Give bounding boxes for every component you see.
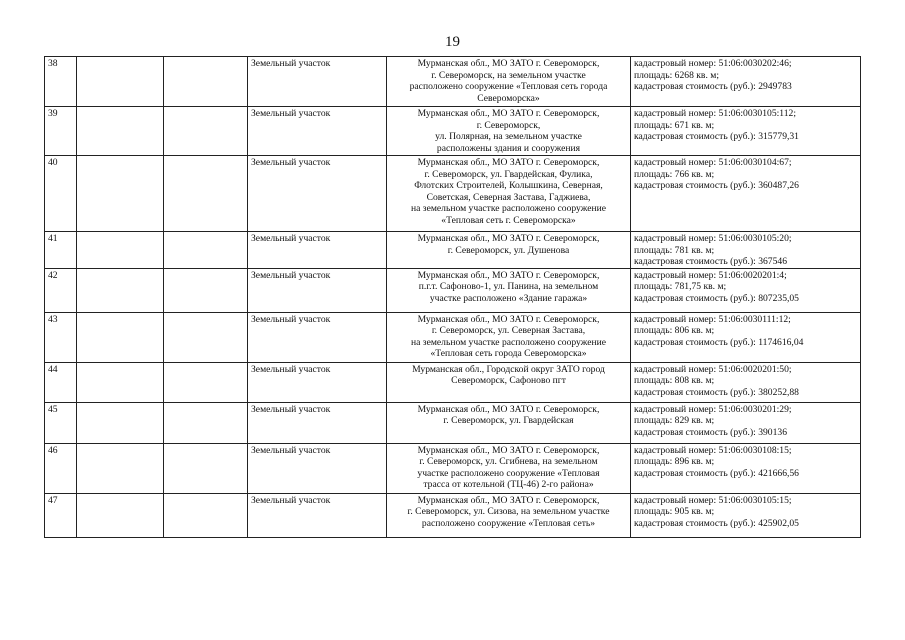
address-line: Мурманская обл., МО ЗАТО г. Североморск, xyxy=(417,58,600,69)
empty-cell xyxy=(77,232,164,269)
address-line: Флотских Строителей, Колышкина, Северная, xyxy=(414,180,603,191)
empty-cell xyxy=(164,443,248,493)
detail-line: кадастровая стоимость (руб.): 1174616,04 xyxy=(634,336,804,348)
object-address xyxy=(387,362,631,402)
row-number: 42 xyxy=(45,268,77,312)
table-row xyxy=(45,232,861,269)
object-type: Земельный участок xyxy=(248,156,387,232)
row-number: 38 xyxy=(45,57,77,107)
table-row xyxy=(45,362,861,402)
address-line: Мурманская обл., МО ЗАТО г. Североморск, xyxy=(417,108,600,119)
address-line: Североморска» xyxy=(477,92,540,104)
address-line: трасса от котельной (ТЦ-46) 2-го района» xyxy=(423,479,594,490)
detail-line: кадастровая стоимость (руб.): 807235,05 xyxy=(634,292,799,304)
detail-line: кадастровая стоимость (руб.): 380252,88 xyxy=(634,386,799,398)
object-type: Земельный участок xyxy=(248,443,387,493)
address-line: г. Североморск, ул. Сизова, на земельном участке xyxy=(407,506,610,517)
object-address xyxy=(387,443,631,493)
empty-cell xyxy=(77,362,164,402)
cadastral-details xyxy=(631,443,861,493)
address-line: участке расположено сооружение «Тепловая xyxy=(417,467,600,479)
row-number: 41 xyxy=(45,232,77,269)
empty-cell xyxy=(164,268,248,312)
address-line: расположено сооружение «Тепловая сеть» xyxy=(421,517,596,529)
table-row xyxy=(45,312,861,362)
property-registry-table xyxy=(44,56,861,538)
empty-cell xyxy=(77,57,164,107)
address-line: г. Североморск, на земельном участке xyxy=(431,69,586,81)
address-line: Мурманская обл., МО ЗАТО г. Североморск, xyxy=(417,494,600,506)
detail-line: кадастровая стоимость (руб.): 367546 xyxy=(634,256,787,267)
empty-cell xyxy=(164,312,248,362)
table-row xyxy=(45,443,861,493)
detail-line: кадастровая стоимость (руб.): 425902,05 xyxy=(634,517,799,529)
address-line: на земельном участке расположено сооружение xyxy=(411,336,606,348)
address-line: г. Североморск, xyxy=(476,119,541,131)
table-row xyxy=(45,156,861,232)
object-type: Земельный участок xyxy=(248,402,387,443)
cadastral-details xyxy=(631,268,861,312)
empty-cell xyxy=(77,493,164,537)
address-line: Мурманская обл., МО ЗАТО г. Североморск, xyxy=(417,313,600,325)
detail-line: площадь: 6268 кв. м; xyxy=(634,69,719,81)
detail-line: площадь: 808 кв. м; xyxy=(634,375,715,386)
detail-line: кадастровый номер: 51:06:0030202:46; xyxy=(634,58,792,69)
address-line: Советская, Северная Застава, Гаджиева, xyxy=(426,191,591,203)
object-type: Земельный участок xyxy=(248,232,387,269)
address-line: Мурманская обл., МО ЗАТО г. Североморск, xyxy=(417,444,600,456)
cadastral-details xyxy=(631,362,861,402)
detail-line: площадь: 896 кв. м; xyxy=(634,456,715,467)
cadastral-details xyxy=(631,312,861,362)
object-type: Земельный участок xyxy=(248,268,387,312)
table-row xyxy=(45,402,861,443)
detail-line: кадастровый номер: 51:06:0030111:12; xyxy=(634,313,791,325)
detail-line: кадастровый номер: 51:06:0030104:67; xyxy=(634,157,792,168)
address-line: участке расположено «Здание гаража» xyxy=(429,292,588,304)
detail-line: площадь: 905 кв. м; xyxy=(634,506,715,517)
detail-line: кадастровый номер: 51:06:0020201:50; xyxy=(634,363,792,375)
object-address xyxy=(387,107,631,156)
cadastral-details xyxy=(631,232,861,269)
address-line: расположено сооружение «Тепловая сеть города xyxy=(409,81,608,92)
cadastral-details xyxy=(631,156,861,232)
address-line: Мурманская обл., МО ЗАТО г. Североморск, xyxy=(417,157,600,168)
address-line: г. Североморск, ул. Душенова xyxy=(447,244,570,256)
table-row xyxy=(45,493,861,537)
empty-cell xyxy=(77,107,164,156)
detail-line: площадь: 781,75 кв. м; xyxy=(634,281,727,292)
detail-line: кадастровый номер: 51:06:0030105:112; xyxy=(634,108,796,119)
detail-line: площадь: 671 кв. м; xyxy=(634,119,715,131)
address-line: Мурманская обл., МО ЗАТО г. Североморск, xyxy=(417,269,600,281)
detail-line: площадь: 781 кв. м; xyxy=(634,244,715,256)
detail-line: площадь: 829 кв. м; xyxy=(634,415,715,426)
object-type: Земельный участок xyxy=(248,57,387,107)
address-line: г. Североморск, ул. Гвардейская xyxy=(443,415,574,426)
detail-line: кадастровая стоимость (руб.): 2949783 xyxy=(634,81,792,92)
object-type: Земельный участок xyxy=(248,493,387,537)
page-number: 19 xyxy=(445,34,460,50)
table-row xyxy=(45,268,861,312)
empty-cell xyxy=(77,312,164,362)
object-address xyxy=(387,312,631,362)
address-line: Мурманская обл., Городской округ ЗАТО город xyxy=(412,363,605,375)
address-line: расположены здания и сооружения xyxy=(436,142,581,154)
empty-cell xyxy=(77,402,164,443)
empty-cell xyxy=(77,443,164,493)
address-line: Мурманская обл., МО ЗАТО г. Североморск, xyxy=(417,403,600,415)
address-line: ул. Полярная, на земельном участке xyxy=(435,131,582,142)
address-line: Североморск, Сафоново пгт xyxy=(451,375,566,386)
row-number: 47 xyxy=(45,493,77,537)
empty-cell xyxy=(164,156,248,232)
detail-line: кадастровый номер: 51:06:0020201:4; xyxy=(634,269,787,281)
empty-cell xyxy=(77,268,164,312)
cadastral-details xyxy=(631,57,861,107)
detail-line: кадастровая стоимость (руб.): 315779,31 xyxy=(634,131,799,142)
row-number: 40 xyxy=(45,156,77,232)
detail-line: кадастровый номер: 51:06:0030105:15; xyxy=(634,494,792,506)
row-number: 45 xyxy=(45,402,77,443)
empty-cell xyxy=(164,232,248,269)
empty-cell xyxy=(164,362,248,402)
table-row xyxy=(45,107,861,156)
object-address xyxy=(387,402,631,443)
address-line: п.г.т. Сафоново-1, ул. Панина, на земельном xyxy=(418,281,599,292)
address-line: г. Североморск, ул. Гвардейская, Фулика, xyxy=(424,168,593,180)
empty-cell xyxy=(164,57,248,107)
empty-cell xyxy=(164,107,248,156)
cadastral-details xyxy=(631,107,861,156)
row-number: 43 xyxy=(45,312,77,362)
row-number: 44 xyxy=(45,362,77,402)
registry-body xyxy=(45,57,861,538)
address-line: «Тепловая сеть г. Североморска» xyxy=(441,214,576,226)
detail-line: кадастровая стоимость (руб.): 390136 xyxy=(634,426,787,438)
object-type: Земельный участок xyxy=(248,312,387,362)
detail-line: кадастровый номер: 51:06:0030105:20; xyxy=(634,233,792,244)
address-line: «Тепловая сеть города Североморска» xyxy=(430,348,587,359)
row-number: 39 xyxy=(45,107,77,156)
empty-cell xyxy=(164,402,248,443)
detail-line: площадь: 806 кв. м; xyxy=(634,325,715,336)
empty-cell xyxy=(77,156,164,232)
object-address xyxy=(387,493,631,537)
object-type: Земельный участок xyxy=(248,107,387,156)
address-line: г. Североморск, ул. Сгибнева, на земельном xyxy=(419,456,598,467)
detail-line: площадь: 766 кв. м; xyxy=(634,168,715,180)
address-line: г. Североморск, ул. Северная Застава, xyxy=(431,325,586,336)
address-line: Мурманская обл., МО ЗАТО г. Североморск, xyxy=(417,233,600,244)
table-row xyxy=(45,57,861,107)
object-address xyxy=(387,232,631,269)
object-address xyxy=(387,57,631,107)
row-number: 46 xyxy=(45,443,77,493)
detail-line: кадастровый номер: 51:06:0030108:15; xyxy=(634,444,792,456)
detail-line: кадастровая стоимость (руб.): 421666,56 xyxy=(634,467,799,479)
object-address xyxy=(387,156,631,232)
detail-line: кадастровый номер: 51:06:0030201:29; xyxy=(634,403,792,415)
cadastral-details xyxy=(631,402,861,443)
object-type: Земельный участок xyxy=(248,362,387,402)
cadastral-details xyxy=(631,493,861,537)
detail-line: кадастровая стоимость (руб.): 360487,26 xyxy=(634,180,799,191)
address-line: на земельном участке расположено сооружение xyxy=(411,203,606,214)
object-address xyxy=(387,268,631,312)
empty-cell xyxy=(164,493,248,537)
